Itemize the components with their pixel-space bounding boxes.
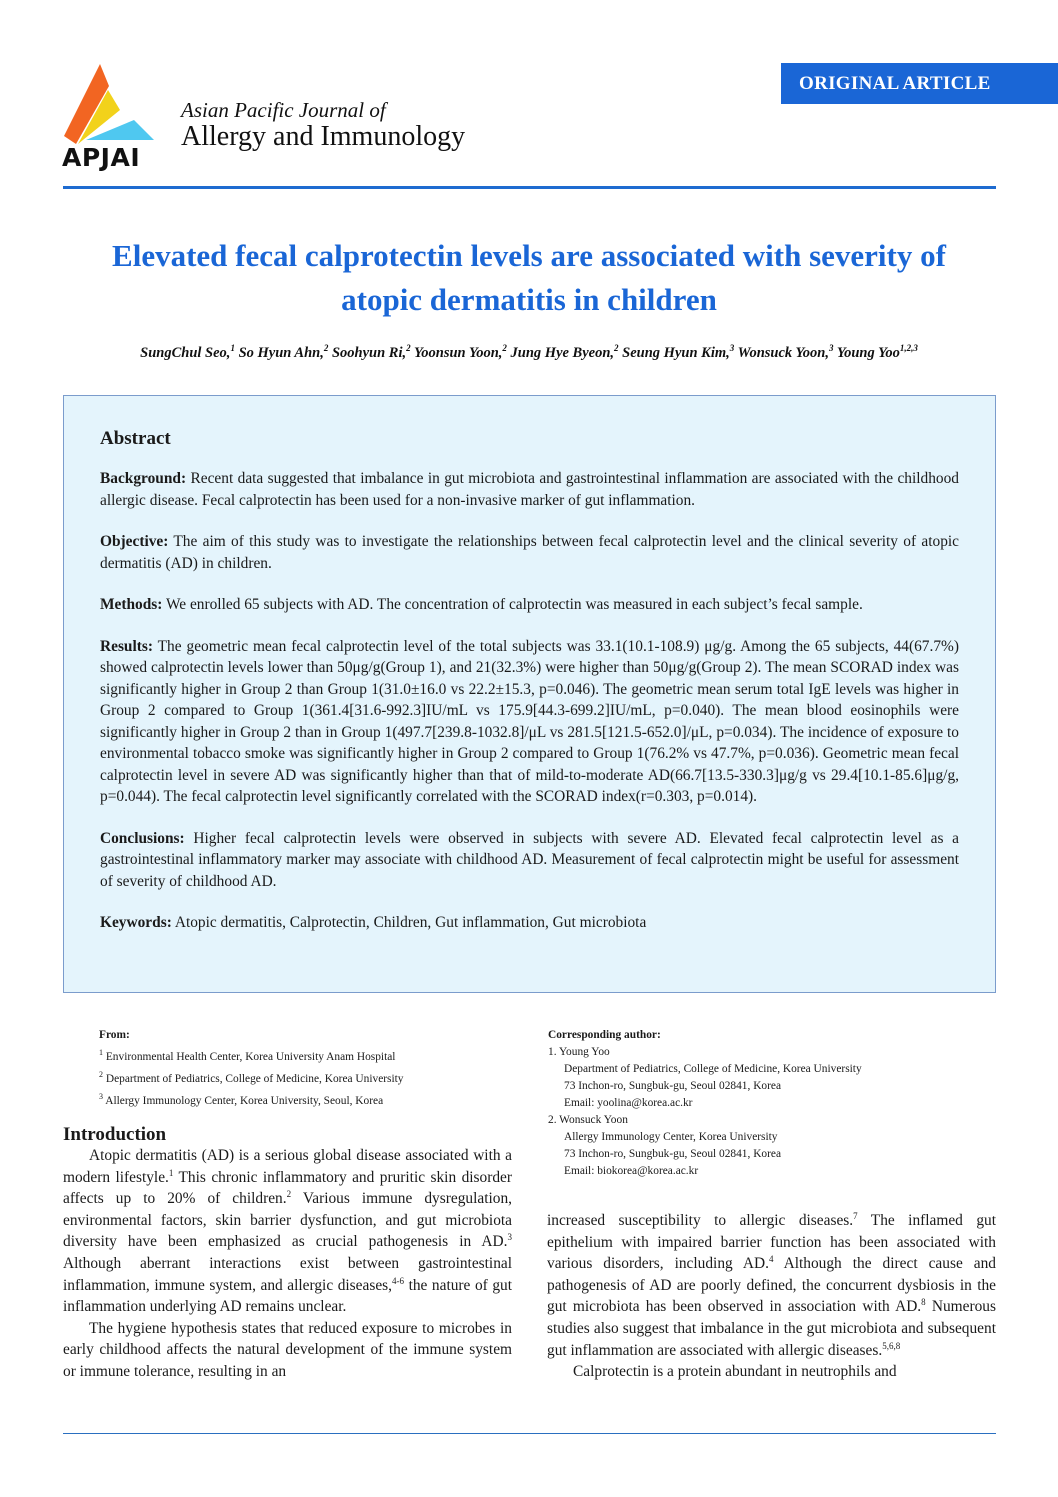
corresponding-email[interactable]: Email: biokorea@korea.ac.kr xyxy=(564,1165,699,1177)
author: Soohyun Ri,$^2$ xyxy=(331,343,411,361)
corresponding-name: 2. Wonsuck Yoon xyxy=(548,1114,628,1126)
abstract-conclusions: Conclusions: Higher fecal calprotectin levels were observed in subjects with severe AD. Elevated fecal calprotectin level as a gastrointestinal inflammatory marker may associate with childhood AD. Measurement of fecal calprotectin might be useful for assessment of severity of childhood AD. xyxy=(100,829,959,890)
intro-paragraph-continued: increased susceptibility to allergic diseases.$^7$ The inflamed gut epithelium with impaired barrier function has been associated with various disorders, including AD.$^4$ Although the direct cause and pathogenesis of AD are poorly defined, the concurrent dysbiosis in the gut microbiota has been observed in association with AD.$^8$ Numerous studies also suggest that imbalance in the gut microbiota and subsequent gut inflammation are associated with allergic diseases.$^{5,6,8}$ xyxy=(547,1210,997,1359)
affiliations-heading: From: xyxy=(99,1029,130,1041)
author: Yoonsun Yoon,$^2$ xyxy=(414,343,507,361)
abstract-box xyxy=(63,395,996,993)
abstract-methods: Methods: We enrolled 65 subjects with AD. The concentration of calprotectin was measured in each subject’s fecal sample. xyxy=(100,596,863,613)
body-column-right xyxy=(547,1210,996,1383)
intro-paragraph: Calprotectin is a protein abundant in neutrophils and xyxy=(573,1363,897,1381)
abstract-keywords: Keywords: Atopic dermatitis, Calprotectin, Children, Gut inflammation, Gut microbiota xyxy=(100,914,647,931)
affiliation-item: $^2$ Department of Pediatrics, College of Medicine, Korea University xyxy=(99,1069,404,1085)
corresponding-address: 73 Inchon-ro, Sungbuk-gu, Seoul 02841, Korea xyxy=(564,1080,782,1092)
corresponding-dept: Allergy Immunology Center, Korea University xyxy=(564,1131,778,1143)
journal-name-line1: Asian Pacific Journal of xyxy=(181,98,386,122)
author: SungChul Seo,$^1$ xyxy=(140,343,235,361)
author: Jung Hye Byeon,$^2$ xyxy=(510,343,619,361)
affiliation-item: $^3$ Allergy Immunology Center, Korea University, Seoul, Korea xyxy=(99,1091,384,1107)
corresponding-email[interactable]: Email: yoolina@korea.ac.kr xyxy=(564,1097,693,1109)
corresponding-address: 73 Inchon-ro, Sungbuk-gu, Seoul 02841, Korea xyxy=(564,1148,782,1160)
affiliations xyxy=(99,1027,404,1109)
footer-divider xyxy=(63,1433,996,1434)
corresponding-name: 1. Young Yoo xyxy=(548,1046,610,1058)
intro-paragraph: The hygiene hypothesis states that reduced exposure to microbes in early childhood affects the natural development of the immune system or immune tolerance, resulting in an xyxy=(63,1319,512,1380)
article-title xyxy=(40,234,1018,322)
title-line-1: Elevated fecal calprotectin levels are associated with severity of xyxy=(112,238,946,273)
header-divider xyxy=(63,186,996,189)
journal-name-line2: Allergy and Immunology xyxy=(181,121,466,152)
abstract-objective: Objective: The aim of this study was to investigate the relationships between fecal calprotectin level and the clinical severity of atopic dermatitis (AD) in children. xyxy=(100,533,959,572)
logo-wordmark: APJAI xyxy=(62,143,141,172)
abstract-heading: Abstract xyxy=(100,428,171,449)
corresponding-dept: Department of Pediatrics, College of Medicine, Korea University xyxy=(564,1063,862,1075)
author: Seung Hyun Kim,$^3$ xyxy=(622,343,735,361)
author-list xyxy=(40,343,1018,362)
abstract-background: Background: Recent data suggested that imbalance in gut microbiota and gastrointestinal inflammation are associated with the childhood allergic disease. Fecal calprotectin has been used for a non-invasive marker of gut inflammation. xyxy=(100,470,959,509)
intro-paragraph: Atopic dermatitis (AD) is a serious global disease associated with a modern lifestyle.$^1$ This chronic inflammatory and pruritic skin disorder affects up to 20% of children.$^2$ Various immune dysregulation, environmental factors, skin barrier dysfunction, and gut microbiota diversity have been emphasized as crucial pathogenesis in AD.$^3$ Although aberrant interactions exist between gastrointestinal inflammation, immune system, and allergic diseases,$^{4-6}$ the nature of gut inflammation underlying AD remains unclear. xyxy=(63,1147,512,1316)
introduction-heading: Introduction xyxy=(63,1124,167,1145)
corresponding-authors xyxy=(548,1027,862,1180)
author: Wonsuck Yoon,$^3$ xyxy=(737,343,834,361)
body-column-left xyxy=(63,1145,512,1383)
abstract-results: Results: The geometric mean fecal calprotectin level of the total subjects was 33.1(10.1-108.9) μg/g. Among the 65 subjects, 44(67.7%) showed calprotectin levels lower than 50μg/g(Group 1), and 21(32.3%) were higher than 50μg/g(Group 2). The mean SCORAD index was significantly higher in Group 2 than Group 1(31.0±16.0 vs 22.2±15.3, p=0.046). The geometric mean serum total IgE levels was higher in Group 2 compared to Group 1(361.4[31.6-992.3]IU/mL vs 175.9[44.3-699.2]IU/mL, p=0.040). The mean blood eosinophils were significantly higher in Group 2 than in Group 1(497.7[239.8-1032.8]/μL vs 281.5[121.5-652.0]/μL, p=0.034). The incidence of exposure to environmental tobacco smoke was significantly higher in Group 2 compared to Group 1(76.2% vs 47.7%, p=0.036). Geometric mean fecal calprotectin level in severe AD was significantly higher than that of mild-to-moderate AD(66.7[13.5-330.3]μg/g vs 29.4[10.1-85.6]μg/g, p=0.044). The fecal calprotectin level significantly correlated with the SCORAD index(r=0.303, p=0.014). xyxy=(100,637,959,805)
author: Young Yoo$^{1,2,3}$ xyxy=(836,343,918,361)
corresponding-heading: Corresponding author: xyxy=(548,1029,661,1041)
article-type-badge: ORIGINAL ARTICLE xyxy=(781,63,1058,104)
author: So Hyun Ahn,$^2$ xyxy=(238,343,329,361)
title-line-2: atopic dermatitis in children xyxy=(341,282,717,317)
affiliation-item: $^1$ Environmental Health Center, Korea University Anam Hospital xyxy=(99,1048,396,1063)
